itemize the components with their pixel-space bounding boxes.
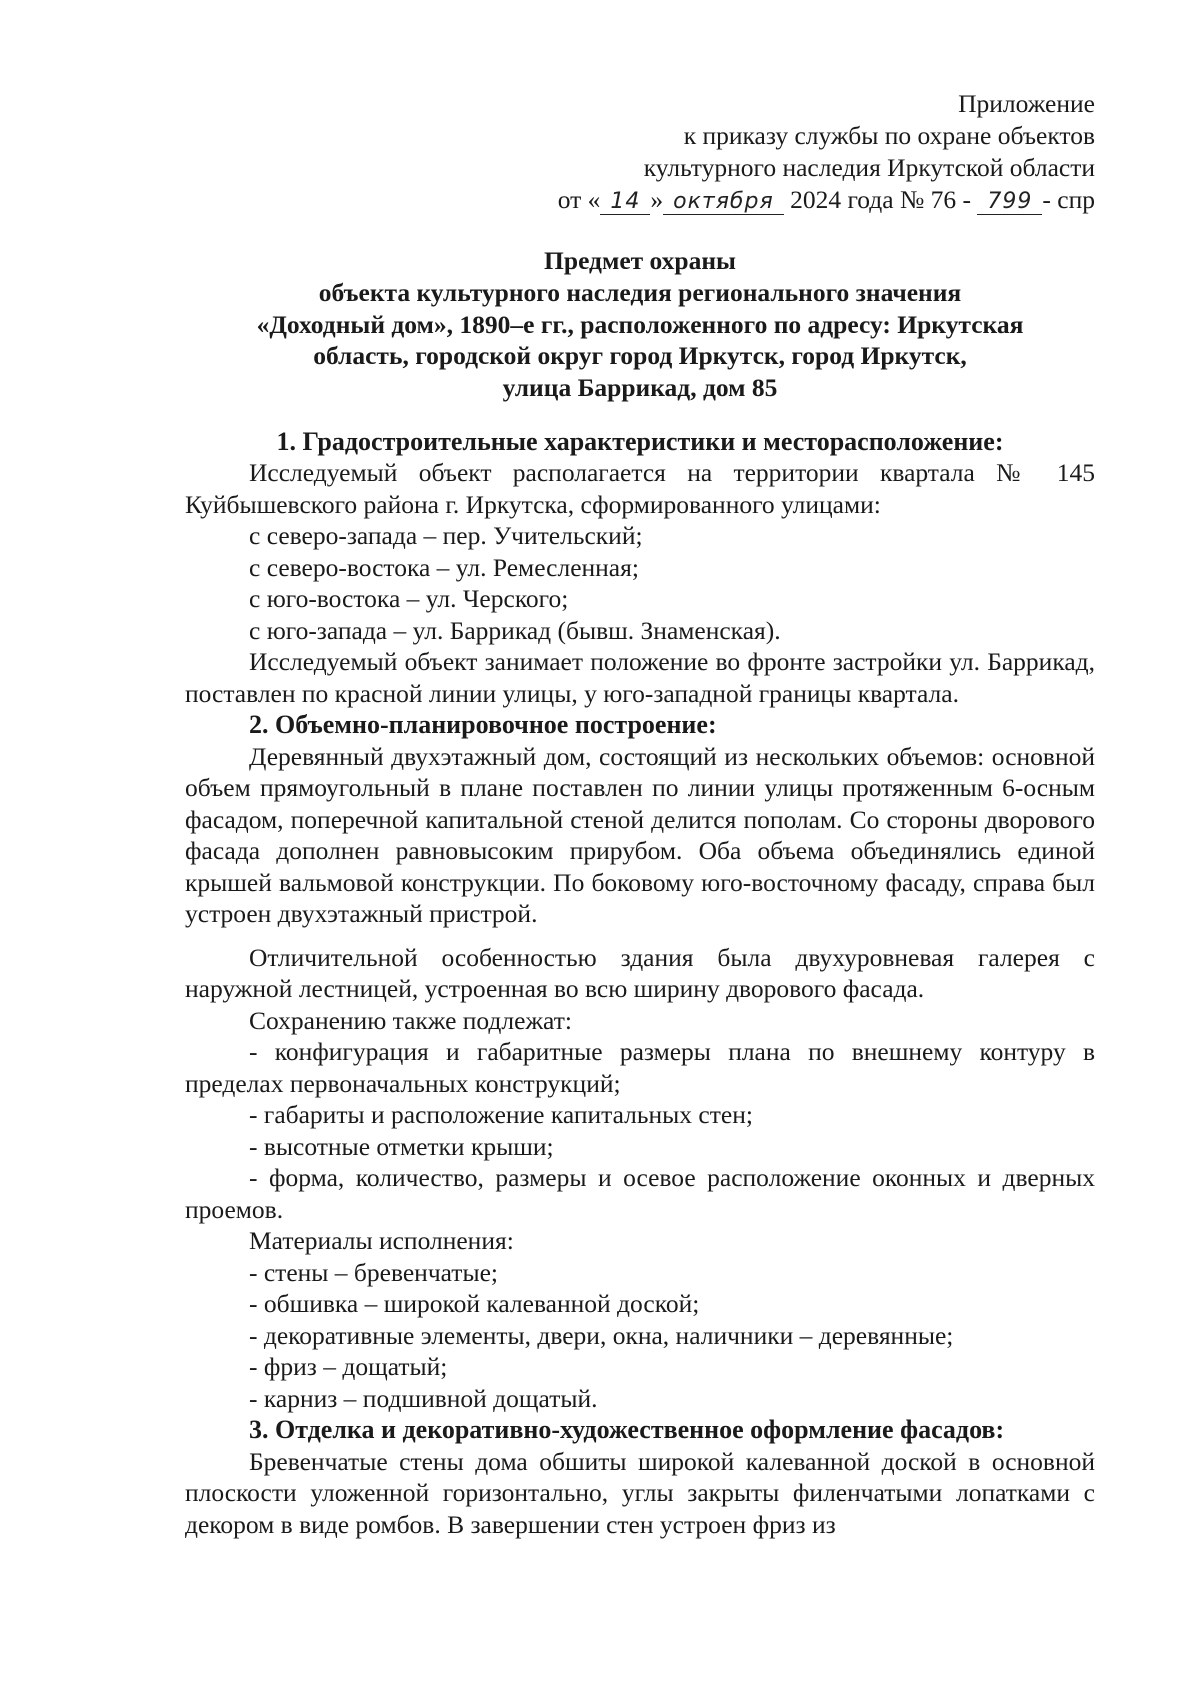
date-mid: » (650, 185, 664, 214)
preserve-intro: Сохранению также подлежат: (249, 1005, 572, 1035)
material-item: - стены – бревенчатые; (249, 1257, 498, 1287)
number-suffix: - спр (1042, 185, 1095, 214)
materials-intro: Материалы исполнения: (249, 1226, 514, 1256)
street-item: с северо-запада – пер. Учительский; (249, 521, 643, 551)
handwritten-day: 14 (600, 190, 650, 215)
attachment-authority: культурного наследия Иркутской области (643, 153, 1095, 182)
section-2-heading: 2. Объемно-планировочное построение: (249, 710, 717, 740)
section-3-para-1: Бревенчатые стены дома обшиты широкой калеванной доской в основной плоскости уложенной горизонтально, углы закрыты филенчатыми лопатками с декором в виде ромбов. В завершении стен устроен фриз из (185, 1446, 1095, 1539)
document-title (185, 245, 1095, 404)
date-prefix: от « (557, 185, 601, 214)
material-item: - обшивка – широкой калеванной доской; (249, 1289, 700, 1319)
document-page (185, 88, 1095, 1540)
title-line-3: «Доходный дом», 1890–е гг., расположенного по адресу: Иркутская (256, 309, 1024, 339)
handwritten-month: октября (663, 190, 784, 215)
section-1-intro: Исследуемый объект располагается на территории квартала № 145 Куйбышевского района г. Иркутска, сформированного улицами: (185, 458, 1095, 519)
section-2-para-2: Отличительной особенностью здания была двухуровневая галерея с наружной лестницей, устроенная во всю ширину дворового фасада. (185, 942, 1095, 1004)
section-2-para-1: Деревянный двухэтажный дом, состоящий из нескольких объемов: основной объем прямоугольный в плане поставлен по линии улицы протяженным 6-осным фасадом, поперечной капитальной стеной делится пополам. Со стороны дворового фасада дополнен равновысоким прирубом. Оба объема объединялись единой крышей вальмовой конструкции. По боковому юго-восточному фасаду, справа был устроен двухэтажный пристрой. (185, 741, 1095, 929)
material-item: - фриз – дощатый; (249, 1352, 448, 1382)
street-item: с юго-запада – ул. Баррикад (бывш. Знаменская). (249, 615, 781, 645)
date-suffix: 2024 года № 76 - (790, 185, 972, 214)
preserve-item: - высотные отметки крыши; (249, 1131, 554, 1161)
street-item: с юго-востока – ул. Черского; (249, 584, 569, 614)
material-item: - декоративные элементы, двери, окна, наличники – деревянные; (249, 1320, 954, 1350)
title-line-5: улица Баррикад, дом 85 (502, 373, 778, 403)
title-line-2: объекта культурного наследия регионального значения (318, 277, 962, 307)
street-item: с северо-востока – ул. Ремесленная; (249, 552, 639, 582)
section-3-heading: 3. Отделка и декоративно-художественное оформление фасадов: (249, 1415, 1005, 1445)
title-line-1: Предмет охраны (544, 246, 736, 275)
attachment-date-line (185, 184, 1095, 216)
attachment-header (185, 88, 1095, 216)
section-1-heading: 1. Градостроительные характеристики и месторасположение: (276, 426, 1004, 456)
preserve-item: - конфигурация и габаритные размеры плана по внешнему контуру в пределах первоначальных конструкций; (185, 1037, 1095, 1098)
title-line-4: область, городской округ город Иркутск, город Иркутск, (313, 341, 967, 371)
attachment-title: Приложение (958, 89, 1095, 118)
preserve-item: - форма, количество, размеры и осевое расположение оконных и дверных проемов. (185, 1163, 1095, 1224)
handwritten-number: 799 (977, 190, 1042, 215)
preserve-item: - габариты и расположение капитальных стен; (249, 1100, 753, 1130)
material-item: - карниз – подшивной дощатый. (249, 1383, 598, 1413)
section-1-position: Исследуемый объект занимает положение во фронте застройки ул. Баррикад, поставлен по красной линии улицы, у юго-западной границы квартала. (185, 647, 1095, 708)
attachment-order-ref: к приказу службы по охране объектов (683, 121, 1095, 150)
